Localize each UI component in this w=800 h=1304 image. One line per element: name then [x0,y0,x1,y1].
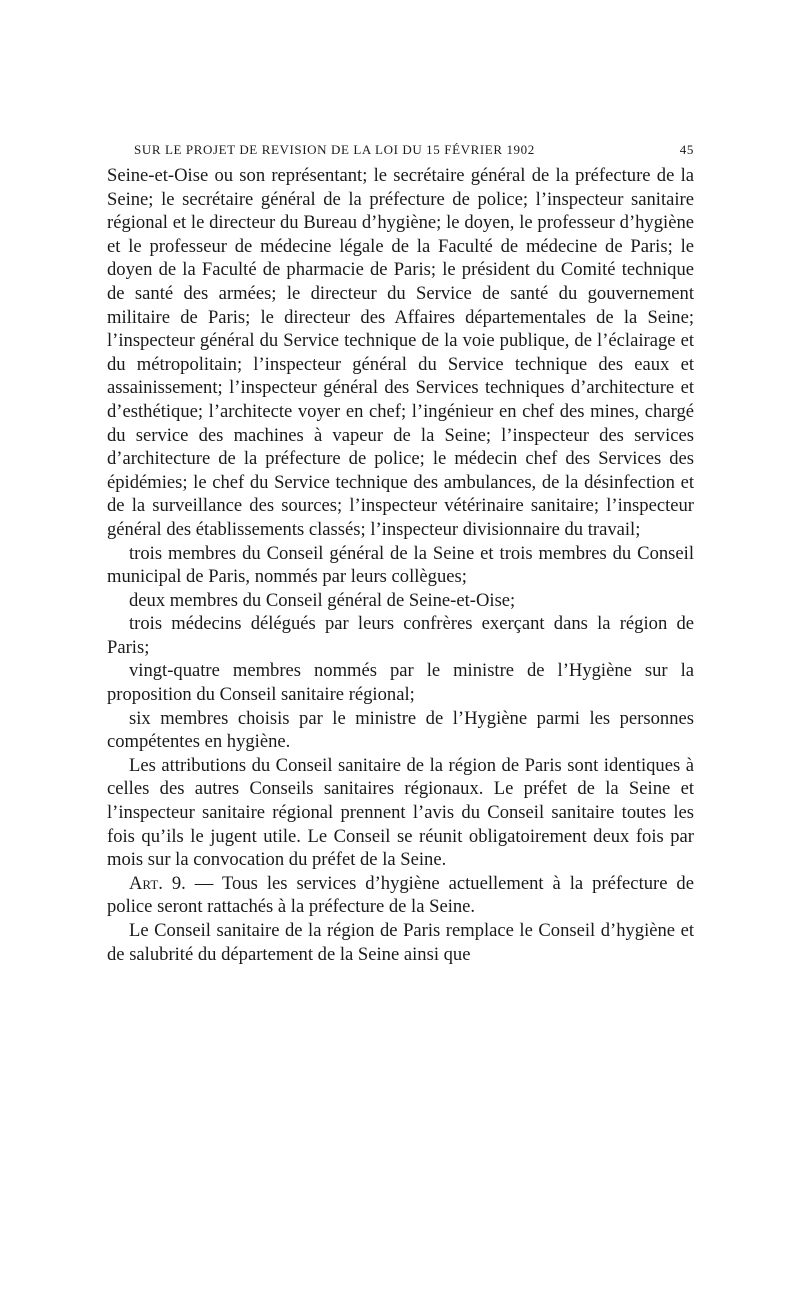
body-text [107,164,694,966]
paragraph-conseil-remplace: Le Conseil sanitaire de la région de Paris remplace le Conseil d’hygiène et de salubrité du département de la Seine ainsi que [107,920,694,965]
paragraph-attributions: Les attributions du Conseil sanitaire de la région de Paris sont identiques à celles des autres Conseils sanitaires régionaux. Le préfet de la Seine et l’inspecteur sanitaire régional prennent l’avis du Conseil sanitaire toutes les fois qu’ils le jugent utile. Le Conseil se réunit obligatoirement deux fois par mois sur la convocation du préfet de la Seine. [107,754,694,871]
paragraph-six-membres: six membres choisis par le ministre de l’Hygiène parmi les personnes compétentes en hygiène. [107,707,694,753]
document-page [107,140,694,966]
paragraph-conseil-seine-et-oise: deux membres du Conseil général de Seine-et-Oise; [129,589,516,611]
running-head-title: SUR LE PROJET DE REVISION DE LA LOI DU 15 FÉVRIER 1902 [134,142,535,157]
paragraph-vingt-quatre-membres: vingt-quatre membres nommés par le ministre de l’Hygiène sur la proposition du Conseil sanitaire régional; [107,660,694,706]
page-number: 45 [679,142,694,157]
paragraph-conseil-general-seine: trois membres du Conseil général de la Seine et trois membres du Conseil municipal de Paris, nommés par leurs collègues; [107,542,694,588]
paragraph-article-9 [107,872,694,919]
paragraph-continuation: Seine-et-Oise ou son représentant; le secrétaire général de la préfecture de la Seine; le secrétaire général de la préfecture de police; l’inspecteur sanitaire régional et le directeur du Bureau d’hygiène; le doyen, le professeur d’hygiène et le professeur de médecine légale de la Faculté de médecine de Paris; le doyen de la Faculté de pharmacie de Paris; le président du Comité technique de santé des armées; le directeur du Service de santé du gouvernement militaire de Paris; le directeur des Affaires départementales de la Seine; l’inspecteur général du Service technique de la voie publique, de l’éclairage et du métropolitain; l’inspecteur général du Service technique des eaux et assainissement; l’inspecteur général des Services techniques d’architecture et d’esthétique; l’architecte voyer en chef; l’ingénieur en chef des mines, chargé du service des machines à vapeur de la Seine; l’inspecteur des services d’architecture de la préfecture de police; le médecin chef des Services des épidémies; le chef du Service technique des ambulances, de la désinfection et de la surveillance des sources; l’inspecteur vétérinaire sanitaire; l’inspecteur général des établissements classés; l’inspecteur divisionnaire du travail; [107,165,694,540]
paragraph-medecins-delegues: trois médecins délégués par leurs confrères exerçant dans la région de Paris; [107,613,694,658]
running-head [107,140,694,160]
article-9-label: Art. 9. [129,872,186,894]
article-9-text: — Tous les services d’hygiène actuellement à la préfecture de police seront rattachés à la préfecture de la Seine. [107,872,694,918]
